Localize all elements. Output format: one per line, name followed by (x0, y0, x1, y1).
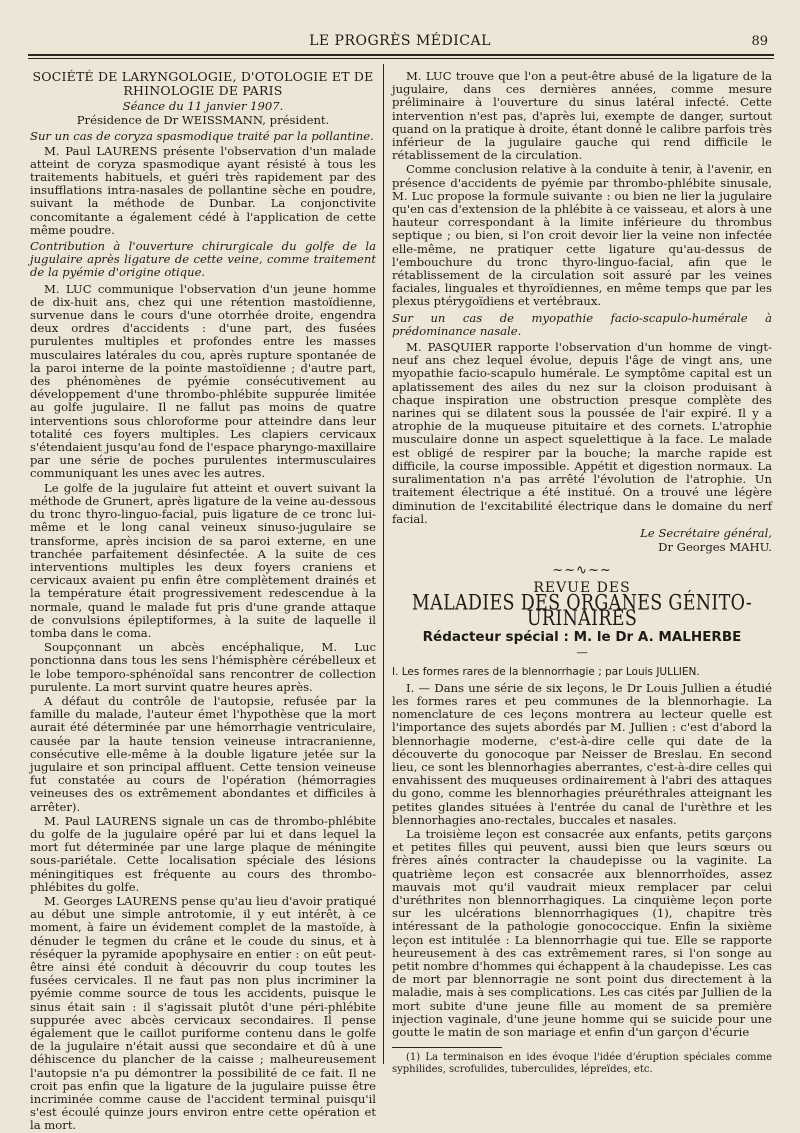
paragraph: A défaut du contrôle de l'autopsie, refusée par la famille du malade, l'auteur émet l'hypothèse que la mort aurait été déterminée par une hémorrhagie ventriculaire, causée par la haute tension veineuse intracranienne, consécutive elle-même à la double ligature jetée sur la jugulaire et son principal affluent. Cette tension veineuse fut constatée au cours de l'opération (hémorragies veineuses des os extrêmement abondantes et difficiles à arrêter). (30, 693, 376, 814)
column-divider (383, 64, 384, 1064)
paragraph: M. LUC trouve que l'on a peut-être abusé de la ligature de la jugulaire, dans ces dernières années, comme mesure préliminaire à l'ouverture du sinus latéral infecté. Cette intervention n'est pas, d'après lui, exempte de danger, surtout quand on la pratique à droite, étant donné le calibre parfois très inférieur de la jugulaire gauche qui rend difficile le rétablissement de la circulation. (392, 69, 772, 163)
signature-role: Le Secrétaire général, (640, 525, 772, 540)
left-column (30, 70, 376, 1133)
redacteur-line: Rédacteur spécial : M. le Dr A. MALHERBE (422, 629, 742, 646)
paragraph: Le golfe de la jugulaire fut atteint et ouvert suivant la méthode de Grunert, après ligature de la veine au-dessous du tronc thyro-linguo-facial, puis ligature de ce tronc lui-même et le long canal veineux sinuso-jugulaire se transforme, après incision de sa paroi externe, en une tranchée parfaitement désinfectée. A la suite de ces interventions multiples les deux foyers craniens et cervicaux avaient pu enfin être complètement drainés et la température était progressivement redescendue à la normale, quand le malade fut pris d'une grande attaque de convulsions épileptiformes, à la suite de laquelle il tomba dans le coma. (30, 480, 376, 640)
paragraph: I. — Dans une série de six leçons, le Dr Louis Jullien a étudié les formes rares et peu communes de la blennorhagie. La nomenclature de ces leçons montrera au lecteur quelle est l'importance des sujets abordés par M. Jullien : c'est d'abord la blennorhagie moderne, c'est-à-dire celle qui date de la découverte du gonocoque par Neisser de Breslau. En second lieu, ce sont les blennorhagies aberrantes, c'est-à-dire celles qui envahissent des muqueuses ordinairement à l'abri des attaques du gono, comme les blennorhagies préuréthrales atteignant les petites glandes situées à l'entrée du canal de l'urèthre et les blennorhagies ano-rectales, buccales et nasales. (392, 680, 772, 827)
paragraph: Comme conclusion relative à la conduite à tenir, à l'avenir, en présence d'accidents de pyémie par thrombo-phlébite sinusale, M. Luc propose la formule suivante : ou bien ne lier la jugulaire qu'en cas d'extension de la phlébite à ce vaisseau, et alors à une hauteur correspondant à la limite inférieure du thrombus septique ; ou bien, si l'on croit devoir lier la veine non infectée elle-même, ne pratiquer cette ligature qu'au-dessus de l'embouchure du tronc thyro-linguo-facial, afin que le rétablissement de la circulation soit assuré par les veines faciales, linguales et thyroïdiennes, en même temps que par les plexus ptérygoïdiens et vertébraux. (392, 162, 772, 309)
short-dash: — (576, 645, 588, 660)
footnote-rule (392, 1047, 502, 1048)
page-number: 89 (751, 34, 768, 49)
revue-heading-small: REVUE DES (533, 579, 631, 596)
page-header (28, 33, 772, 55)
paragraph: M. Georges LAURENS pense qu'au lieu d'avoir pratiqué au début une simple antrotomie, il y eut intérêt, à ce moment, à faire un évidement complet de la mastoïde, à dénuder le tegmen du crâne et le coude du sinus, et à réséquer la pyramide apophysaire en entier : on eût peut-être ainsi été conduit à découvrir du coup toutes les fusées cervicales. Il ne faut pas non plus incriminer la pyémie comme source de tous les accidents, puisque le sinus était sain : il s'agissait plutôt d'une péri-phlébite suppurée avec abcès cervicaux secondaires. Il pense également que le caillot puriforme contenu dans le golfe de la jugulaire n'était aussi que secondaire et dû à une déhiscence du plancher de la caisse ; malheureusement l'autopsie n'a pu démontrer la possibilité de ce fait. Il ne croit pas enfin que la ligature de la jugulaire puisse être incriminée comme cause de l'accident terminal puisqu'il s'est écoulé quinze jours environ entre cette opération et la mort. (30, 893, 376, 1133)
society-title: SOCIÉTÉ DE LARYNGOLOGIE, D'OTOLOGIE ET DE RHINOLOGIE DE PARIS (32, 69, 374, 98)
article-heading: I. Les formes rares de la blennorrhagie ; par Louis JULLIEN. (392, 665, 700, 678)
paragraph: M. PASQUIER rapporte l'observation d'un homme de vingt-neuf ans chez lequel évolue, depuis l'âge de vingt ans, une myopathie facio-scapulo humérale. Le symptôme capital est un aplatissement des ailes du nez sur la cloison produisant à chaque inspiration une obstruction presque complète des narines qui se dilatent sous la poussée de l'air expiré. Il y a atrophie de la muqueuse pituitaire et des cornets. L'atrophie musculaire donne un aspect squelettique à la face. Le malade est obligé de respirer par la bouche; la marche rapide est difficile, la course impossible. Appétit et digestion normaux. La suralimentation n'a pas arrêté l'évolution de l'atrophie. Un traitement électrique a été institué. On a trouvé une légère diminution de l'excitabilité électrique dans le domaine du nerf facial. (392, 340, 772, 526)
footnote: (1) La terminaison en ides évoque l'idée d'éruption spéciales comme syphilides, scrofulides, tuberculides, lépreïdes, etc. (392, 1052, 772, 1075)
header-rule-thin (28, 58, 774, 59)
subheading-jugulaire: Contribution à l'ouverture chirurgicale du golfe de la jugulaire après ligature de cette veine, comme traitement de la pyémie d'origine otique. (30, 239, 376, 280)
header-rule (28, 54, 774, 56)
seance-date: Séance du 11 janvier 1907. (122, 99, 284, 113)
revue-heading-large: MALADIES DES ORGANES GÉNITO-URINAIRES (411, 591, 753, 632)
paragraph: M. Paul LAURENS présente l'observation d'un malade atteint de coryza spasmodique ayant résisté à tous les traitements habituels, et guéri très rapidement par des insufflations intra-nasales de pollantine sèche en poudre, suivant la méthode de Dunbar. La conjonctivite concomitante a également cédé à l'application de cette même poudre. (30, 143, 376, 237)
paragraph: M. LUC communique l'observation d'un jeune homme de dix-huit ans, chez qui une rétention mastoïdienne, survenue dans le cours d'une otorrhée droite, engendra deux ordres d'accidents : d'une part, des fusées purulentes multiples et profondes entre les masses musculaires latérales du cou, après rupture spontanée de la paroi interne de la pointe mastoïdienne ; d'autre part, des phénomènes de pyémie consécutivement au développement d'une thrombo-phlébite suppurée limitée au golfe jugulaire. Il ne fallut pas moins de quatre interventions sous chloroforme pour atteindre dans leur totalité ces foyers multiples. Les clapiers cervicaux s'étendaient jusqu'au fond de l'espace pharyngo-maxillaire par une série de poches purulentes intermusculaires communiquant les unes avec les autres. (30, 281, 377, 481)
paragraph: M. Paul LAURENS signale un cas de thrombo-phlébite du golfe de la jugulaire opéré par lui et dans lequel la mort fut déterminée par une large plaque de méningite sous-pariétale. Cette localisation spéciale des lésions méningitiques est fréquente au cours des thrombo-phlébites du golfe. (30, 813, 376, 894)
paragraph: Soupçonnant un abcès encéphalique, M. Luc ponctionna dans tous les sens l'hémisphère cérébelleux et le lobe temporo-sphénoïdal sans rencontrer de collection purulente. La mort survint quatre heures après. (30, 640, 376, 694)
presidence-line: Présidence de Dr WEISSMANN, président. (76, 113, 330, 128)
journal-title: LE PROGRÈS MÉDICAL (309, 33, 491, 49)
subheading-coryza: Sur un cas de coryza spasmodique traité par la pollantine. (30, 129, 374, 144)
signature-name: Dr Georges MAHU. (658, 540, 772, 555)
subheading-myopathie: Sur un cas de myopathie facio-scapulo-humérale à prédominance nasale. (392, 310, 772, 338)
paragraph: La troisième leçon est consacrée aux enfants, petits garçons et petites filles qui peuvent, aussi bien que leurs sœurs ou frères aînés contracter la chaudepisse ou la vaginite. La quatrième leçon est consacrée aux blennorrhoïdes, assez mauvais mot qu'il vaudrait mieux remplacer par celui d'uréthrites non blennorrhagiques. La cinquième leçon porte sur les ulcérations blennorrhagiques (1), chapitre très intéressant de la pathologie gonococcique. Enfin la sixième leçon est intitulée : La blennorrhagie qui tue. Elle se rapporte heureusement à des cas extrêmement rares, si l'on songe au petit nombre d'hommes qui échappent à la chaudepisse. Les cas de mort par blennorragie ne sont point dus directement à la maladie, mais à ses complications. Les cas cités par Jullien de la mort subite d'une jeune fille au moment de sa première injection vaginale, d'une jeune homme qui se suicide pour une goutte le matin de son mariage et enfin d'un garçon d'écurie (392, 826, 772, 1040)
right-column (392, 70, 772, 1075)
ornamental-divider: ~~∿~~ (552, 563, 612, 579)
